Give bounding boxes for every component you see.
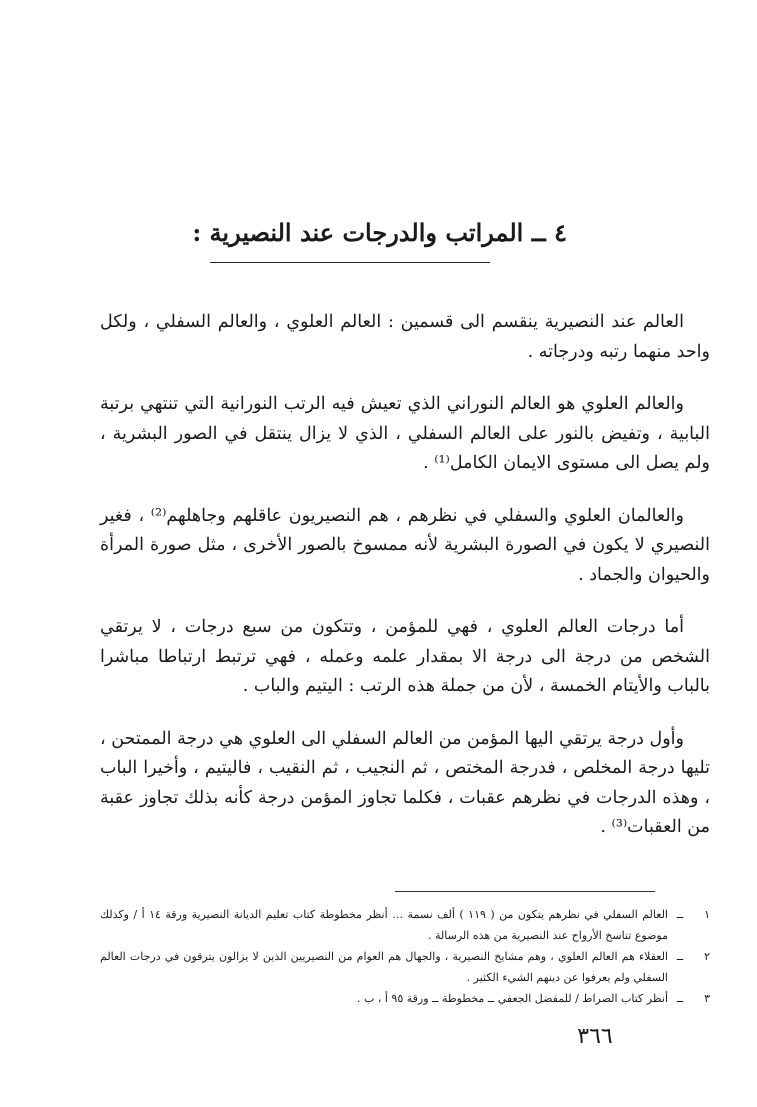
footnote-text: العالم السفلي في نظرهم يتكون من ( ١١٩ ) ألف نسمة … أنظر مخطوطة كتاب تعليم الديانة النصيرية ورقة ١٤ أ / وكذلك موضوع تناسخ الأرواح عند النصيرية من هذه الرسالة . <box>100 908 668 942</box>
footnotes <box>100 904 710 1009</box>
section-heading: ٤ ــ المراتب والدرجات عند النصيرية : <box>192 218 567 247</box>
page-number: ٣٦٦ <box>577 1024 613 1049</box>
footnote-2 <box>100 946 710 988</box>
footnote-dash: ــ <box>676 950 684 963</box>
footnote-text: أنظر كتاب الصراط / للمفضل الجعفي ــ مخطوطة ــ ورقة ٩٥ أ ، ب . <box>356 992 668 1005</box>
footnote-text: العقلاء هم العالم العلوي ، وهم مشايخ النصيرية ، والجهال هم العوام من النصيريين الذين لا يزالون يترقون في درجات العالم السفلي ولم يعرفوا عن دينهم الشيء الكثير . <box>100 950 668 984</box>
footnote-number: ١ <box>704 908 710 921</box>
footnote-number: ٣ <box>704 992 710 1005</box>
footnote-dash: ــ <box>676 992 684 1005</box>
body-text <box>100 308 710 866</box>
paragraph-2: والعالم العلوي هو العالم النوراني الذي تعيش فيه الرتب النورانية التي تنتهي برتبة البابية ، وتفيض بالنور على العالم السفلي ، الذي لا يزال ينتقل في الصور البشرية ، ولم يصل الى مستوى الايمان الكامل⁽¹⁾ . <box>100 394 710 473</box>
paragraph-5: وأول درجة يرتقي اليها المؤمن من العالم السفلي الى العلوي هي درجة الممتحن ، تليها درجة المخلص ، فدرجة المختص ، ثم النجيب ، ثم النقيب ، فاليتيم ، وأخيرا الباب ، وهذه الدرجات في نظرهم عقبات ، فكلما تجاوز المؤمن درجة كأنه بذلك تجاوز عقبة من العقبات⁽³⁾ . <box>100 728 710 837</box>
footnote-3 <box>100 988 710 1009</box>
paragraph-3: والعالمان العلوي والسفلي في نظرهم ، هم النصيريون عاقلهم وجاهلهم⁽²⁾ ، فغير النصيري لا يكون في الصورة البشرية لأنه ممسوخ بالصور الأخرى ، مثل صورة المرأة والحيوان والجماد . <box>100 505 710 585</box>
footnote-dash: ــ <box>676 908 684 921</box>
heading-underline <box>210 262 490 263</box>
footnote-number: ٢ <box>704 950 710 963</box>
paragraph-4: أما درجات العالم العلوي ، فهي للمؤمن ، وتتكون من سبع درجات ، لا يرتقي الشخص من درجة الى درجة الا بمقدار علمه وعمله ، فهي ترتبط ارتباطا مباشرا بالباب والأيتام الخمسة ، لأن من جملة هذه الرتب : اليتيم والباب . <box>100 617 710 696</box>
footnote-separator <box>395 891 655 892</box>
footnote-1 <box>100 904 710 946</box>
paragraph-1: العالم عند النصيرية ينقسم الى قسمين : العالم العلوي ، والعالم السفلي ، ولكل واحد منهما رتبه ودرجاته . <box>100 312 710 362</box>
